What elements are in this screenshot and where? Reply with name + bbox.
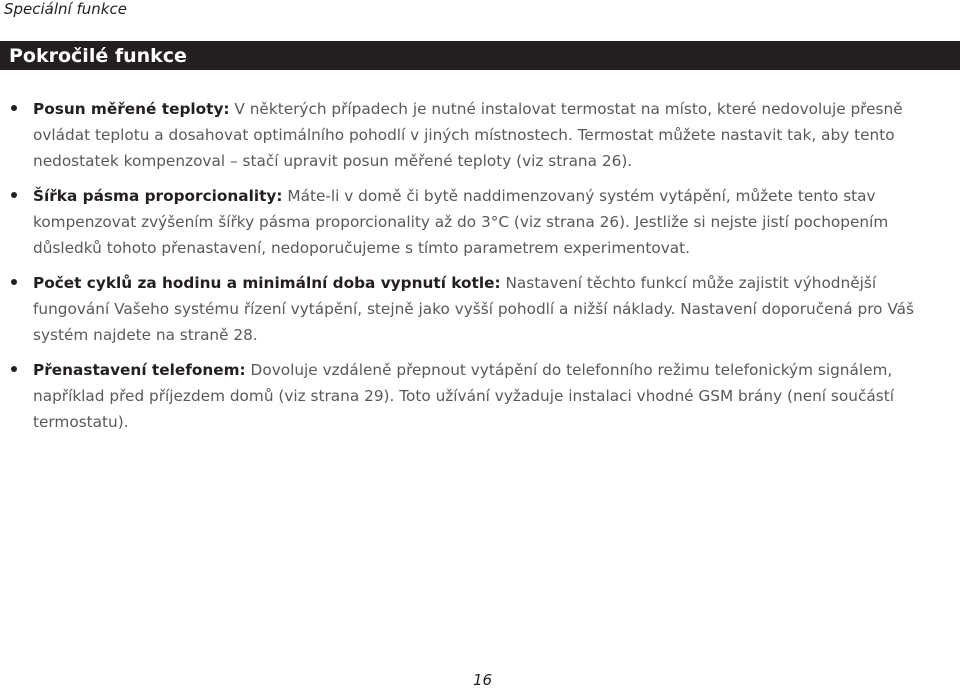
title-bar: [0, 41, 960, 70]
list-item-description: Dovoluje vzdáleně přepnout vytápění do telefonního režimu telefonickým signálem, například před příjezdem domů (viz strana 29). Toto užívání vyžaduje instalaci vhodné GSM brány (není součástí termostatu).: [33, 361, 894, 431]
page-number: 16: [473, 671, 493, 689]
list-item-description: Nastavení těchto funkcí může zajistit výhodnější fungování Vašeho systému řízení vytápění, stejně jako vyšší pohodlí a nižší náklady. Nastavení doporučená pro Váš systém najdete na straně 28.: [33, 274, 915, 344]
list-item-term: Posun měřené teploty:: [33, 100, 230, 118]
bullet-icon: [11, 192, 17, 198]
list-item-text: [33, 183, 941, 261]
list-item: [11, 270, 941, 348]
bullet-icon: [11, 279, 17, 285]
list-item-description: V některých případech je nutné instalovat termostat na místo, které nedovoluje přesně ovládat teplotu a dosahovat optimálního pohodlí v jiných místnostech. Termostat můžete nastavit tak, aby tento nedostatek kompenzoval – stačí upravit posun měřené teploty (viz strana 26).: [33, 100, 903, 170]
bullet-icon: [11, 105, 17, 111]
list-item-text: [33, 270, 941, 348]
list-item-description: Máte-li v domě či bytě naddimenzovaný systém vytápění, můžete tento stav kompenzovat zvýšením šířky pásma proporcionality až do 3°C (viz strana 26). Jestliže si nejste jistí pochopením důsledků tohoto přenastavení, nedoporučujeme s tímto parametrem experimentovat.: [33, 187, 889, 257]
list-item-term: Počet cyklů za hodinu a minimální doba vypnutí kotle:: [33, 274, 501, 292]
list-item-text: [33, 357, 941, 435]
list-item-term: Šířka pásma proporcionality:: [33, 187, 283, 205]
list-item: [11, 96, 941, 174]
list-item: [11, 357, 941, 435]
section-label: Speciální funkce: [4, 0, 127, 18]
list-item-term: Přenastavení telefonem:: [33, 361, 246, 379]
list-item: [11, 183, 941, 261]
list-item-text: [33, 96, 941, 174]
page-title: Pokročilé funkce: [9, 45, 187, 67]
bullet-icon: [11, 366, 17, 372]
